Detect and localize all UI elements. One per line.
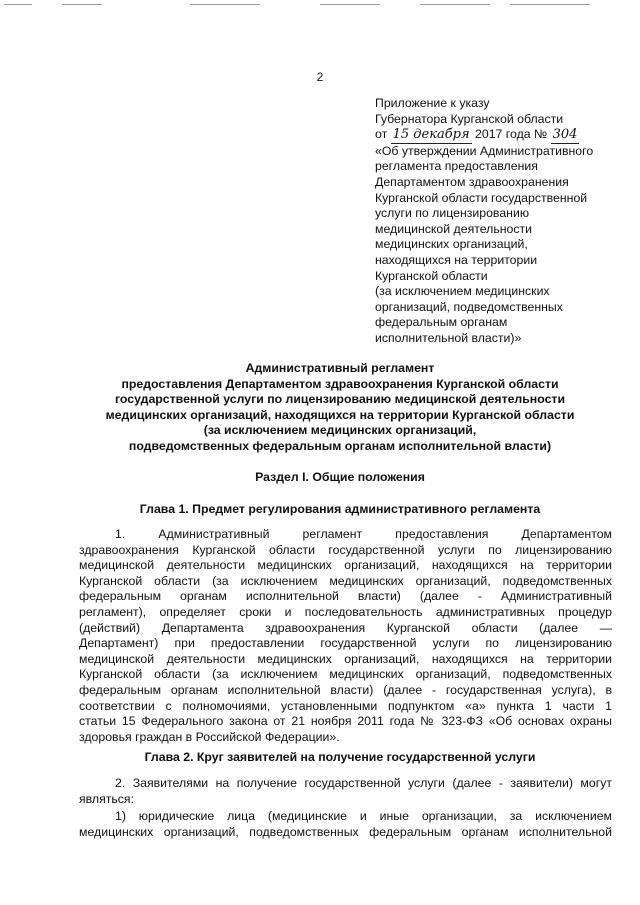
title-line: Административный регламент xyxy=(245,361,435,375)
appendix-line: находящихся на территории xyxy=(375,252,538,267)
paragraph-2 xyxy=(79,776,612,807)
appendix-line: Курганской области государственной xyxy=(375,190,588,205)
appendix-line: федеральным органам xyxy=(375,315,508,330)
paragraph-line: статьи 15 Федерального закона от 21 ноября 2011 года № 323-ФЗ «Об основах охраны xyxy=(79,714,612,729)
appendix-line: (за исключением медицинских xyxy=(375,284,550,299)
paragraph-line: Курганской области (за исключением медицинских организаций, подведомственных xyxy=(79,573,612,588)
scan-artifact xyxy=(0,0,640,8)
appendix-line: Курганской области xyxy=(375,268,488,283)
appendix-line: регламента предоставления xyxy=(375,159,538,174)
paragraph-line: медицинских организаций, подведомственных федеральным органам исполнительной xyxy=(79,824,612,839)
appendix-line: Департаментом здравоохранения xyxy=(375,174,569,189)
section-heading: Раздел I. Общие положения xyxy=(255,470,425,484)
appendix-block xyxy=(375,96,635,347)
appendix-line: организаций, подведомственных xyxy=(375,299,563,314)
paragraph-line: 2. Заявителями на получение государственной услуги (далее - заявители) могут xyxy=(115,776,612,790)
title-line: медицинских организаций, находящихся на территории Курганской области xyxy=(105,407,575,422)
paragraph-1 xyxy=(79,527,612,745)
paragraph-line: федеральным органам исполнительной власти) (далее - государственная услуга), в xyxy=(79,682,612,697)
paragraph-line: здравоохранения Курганской области государственной услуги по лицензированию xyxy=(79,542,612,557)
title-line: (за исключением медицинских организаций, xyxy=(203,423,477,438)
appendix-line: исполнительной власти)» xyxy=(375,330,522,345)
paragraph-line: федеральным органам исполнительной власти) (далее - Административный xyxy=(79,589,612,604)
appendix-line: «Об утверждении Административного xyxy=(375,143,594,158)
paragraph-line: (действий) Департамента здравоохранения Курганской области (далее — xyxy=(79,620,612,635)
paragraph-3 xyxy=(79,809,612,840)
title-line: государственной услуги по лицензированию медицинской деятельности xyxy=(114,392,566,407)
paragraph-line: являться: xyxy=(79,791,135,806)
appendix-line: Приложение к указу xyxy=(375,96,490,110)
appendix-line: Губернатора Курганской области xyxy=(375,111,564,126)
paragraph-line: Департамент) при предоставлении государственной услуги по лицензированию xyxy=(79,636,612,651)
paragraph-line: соответствии с полномочиями, установленными подпунктом «а» пункта 1 части 1 xyxy=(79,698,612,713)
title-line: подведомственных федеральным органам исполнительной власти) xyxy=(128,438,552,453)
page-number: 2 xyxy=(316,70,324,84)
appendix-line: медицинской деятельности xyxy=(375,221,533,236)
date-prefix: от xyxy=(375,127,388,142)
paragraph-line: здоровья граждан в Российской Федерации». xyxy=(79,729,340,744)
chapter-heading: Глава 1. Предмет регулирования административного регламента xyxy=(139,502,541,516)
handwritten-number: 304 xyxy=(552,127,578,143)
date-year: 2017 года № xyxy=(475,127,548,142)
paragraph-line: 1) юридические лица (медицинские и иные организации, за исключением xyxy=(115,809,612,823)
appendix-line: услуги по лицензированию xyxy=(375,206,530,221)
title-line: предоставления Департаментом здравоохранения Курганской области xyxy=(121,376,559,391)
appendix-line: медицинских организаций, xyxy=(375,237,528,252)
paragraph-line: 1. Административный регламент предоставления Департаментом xyxy=(115,527,612,541)
paragraph-line: медицинской деятельности медицинских организаций, находящихся на территории xyxy=(79,558,612,573)
paragraph-line: Курганской области (за исключением медицинских организаций, подведомственных xyxy=(79,667,612,682)
document-title xyxy=(70,361,610,455)
paragraph-line: медицинской деятельности медицинских организаций, находящихся на территории xyxy=(79,651,612,666)
paragraph-line: регламент), определяет сроки и последовательность административных процедур xyxy=(79,604,612,619)
chapter-heading: Глава 2. Круг заявителей на получение государственной услуги xyxy=(144,750,536,764)
handwritten-date: 15 декабря xyxy=(392,127,470,143)
appendix-date-line xyxy=(375,127,635,144)
